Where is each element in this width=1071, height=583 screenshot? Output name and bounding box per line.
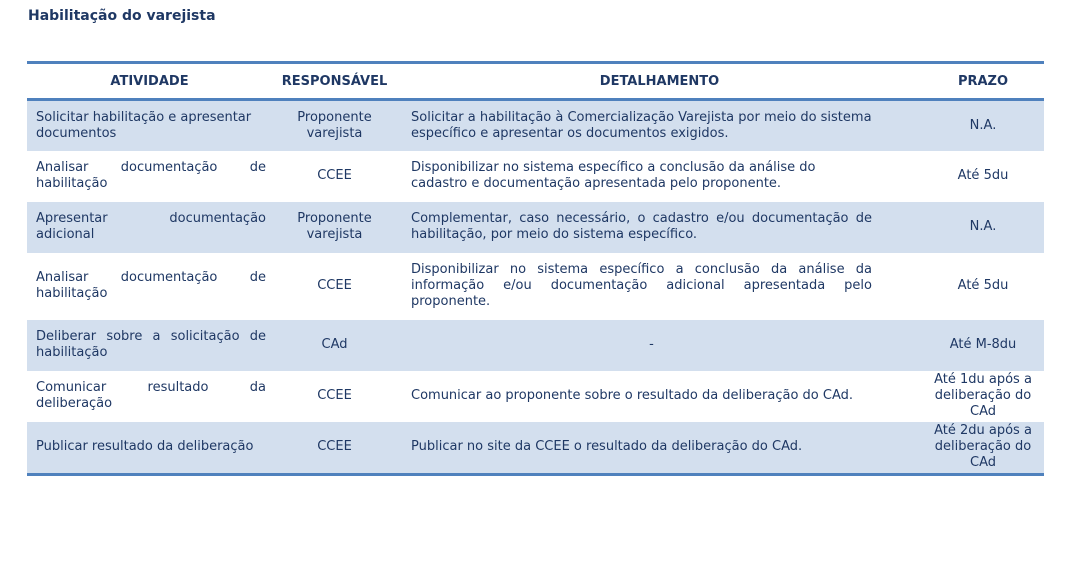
- cell-detalhamento: Solicitar a habilitação à Comercialização Varejista por meio do sistema específico e apresentar os documentos exigidos.: [397, 100, 922, 151]
- cell-atividade: Solicitar habilitação e apresentar documentos: [27, 100, 272, 151]
- cell-atividade: Analisar documentação de habilitação: [36, 270, 266, 301]
- table-row: [27, 253, 1044, 320]
- cell-responsavel: CCEE: [272, 422, 397, 473]
- activity-table: [27, 64, 1044, 473]
- cell-detalhamento: Publicar no site da CCEE o resultado da deliberação do CAd.: [397, 422, 922, 473]
- cell-detalhamento: Disponibilizar no sistema específico a conclusão da análise do cadastro e documentação apresentada pelo proponente.: [411, 160, 816, 191]
- table-row: [27, 320, 1044, 371]
- header-responsavel: RESPONSÁVEL: [272, 64, 397, 100]
- table-header-row: [27, 64, 1044, 100]
- cell-responsavel: CCEE: [317, 278, 352, 293]
- cell-detalhamento: Comunicar ao proponente sobre o resultado da deliberação do CAd.: [411, 388, 853, 403]
- cell-prazo: Até 2du após a deliberação do CAd: [922, 422, 1044, 473]
- cell-atividade: Apresentar documentação adicional: [27, 202, 272, 253]
- table-row: [27, 100, 1044, 151]
- table-row: [27, 202, 1044, 253]
- cell-responsavel: CCEE: [317, 168, 352, 183]
- activity-table-container: [27, 61, 1044, 476]
- cell-prazo: Até 5du: [957, 278, 1009, 293]
- cell-atividade: Analisar documentação de habilitação: [36, 160, 266, 191]
- cell-detalhamento: -: [397, 320, 922, 371]
- cell-atividade: Deliberar sobre a solicitação de habilitação: [27, 320, 272, 371]
- cell-detalhamento: Complementar, caso necessário, o cadastro e/ou documentação de habilitação, por meio do sistema específico.: [397, 202, 922, 253]
- cell-responsavel: CAd: [272, 320, 397, 371]
- cell-atividade: Publicar resultado da deliberação: [27, 422, 272, 473]
- table-row: [27, 371, 1044, 422]
- table-row: [27, 151, 1044, 202]
- cell-responsavel: CCEE: [317, 388, 352, 403]
- cell-detalhamento: Disponibilizar no sistema específico a conclusão da análise da informação e/ou documentação adicional apresentada pelo proponente.: [411, 262, 872, 309]
- cell-responsavel: Proponente varejista: [272, 100, 397, 151]
- cell-atividade: Comunicar resultado da deliberação: [36, 380, 266, 411]
- table-row: [27, 422, 1044, 473]
- header-atividade: ATIVIDADE: [27, 64, 272, 100]
- cell-responsavel: Proponente varejista: [272, 202, 397, 253]
- header-prazo: PRAZO: [922, 64, 1044, 100]
- cell-prazo: N.A.: [922, 202, 1044, 253]
- header-detalhamento: DETALHAMENTO: [397, 64, 922, 100]
- cell-prazo: Até M-8du: [922, 320, 1044, 371]
- cell-prazo: Até 5du: [957, 168, 1009, 183]
- cell-prazo: Até 1du após a deliberação do CAd: [934, 372, 1032, 419]
- page-title: Habilitação do varejista: [28, 8, 216, 24]
- cell-prazo: N.A.: [922, 100, 1044, 151]
